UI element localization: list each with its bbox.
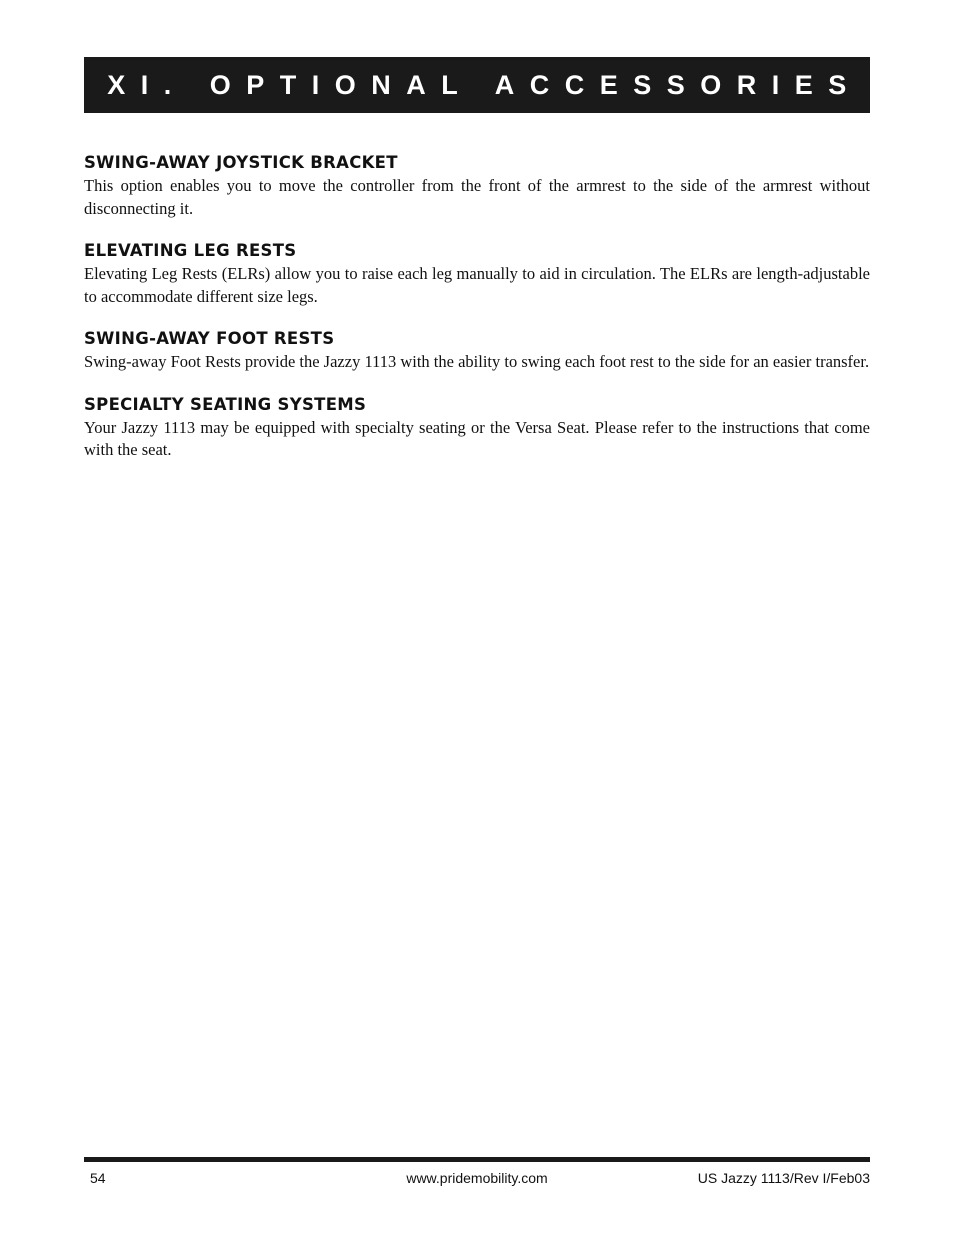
section-heading: SPECIALTY SEATING SYSTEMS <box>84 394 367 414</box>
section-body: Swing-away Foot Rests provide the Jazzy 1113 with the ability to swing each foot rest to the side for an easier transfer. <box>84 352 870 371</box>
section-body: Your Jazzy 1113 may be equipped with specialty seating or the Versa Seat. Please refer to the instructions that come with the seat. <box>84 417 870 459</box>
page-number: 54 <box>90 1170 106 1186</box>
section-body: This option enables you to move the controller from the front of the armrest to the side of the armrest without disconnecting it. <box>84 176 870 218</box>
section-specialty-seating-systems <box>84 394 870 462</box>
section-body: Elevating Leg Rests (ELRs) allow you to raise each leg manually to aid in circulation. The ELRs are length-adjustable to accommodate different size legs. <box>84 264 870 306</box>
page-title: XI. OPTIONAL ACCESSORIES <box>107 69 862 100</box>
section-heading: SWING-AWAY JOYSTICK BRACKET <box>84 153 398 172</box>
footer-url: www.pridemobility.com <box>406 1170 548 1186</box>
footer-divider <box>84 1157 870 1162</box>
footer-revision: US Jazzy 1113/Rev I/Feb03 <box>697 1170 870 1186</box>
section-title-banner <box>84 57 870 113</box>
section-swing-away-foot-rests <box>84 328 870 374</box>
section-swing-away-joystick-bracket <box>84 152 870 220</box>
section-elevating-leg-rests <box>84 240 870 308</box>
document-content <box>84 152 870 482</box>
section-heading: ELEVATING LEG RESTS <box>84 241 297 260</box>
page-footer <box>84 1170 870 1190</box>
section-heading: SWING-AWAY FOOT RESTS <box>84 329 335 348</box>
